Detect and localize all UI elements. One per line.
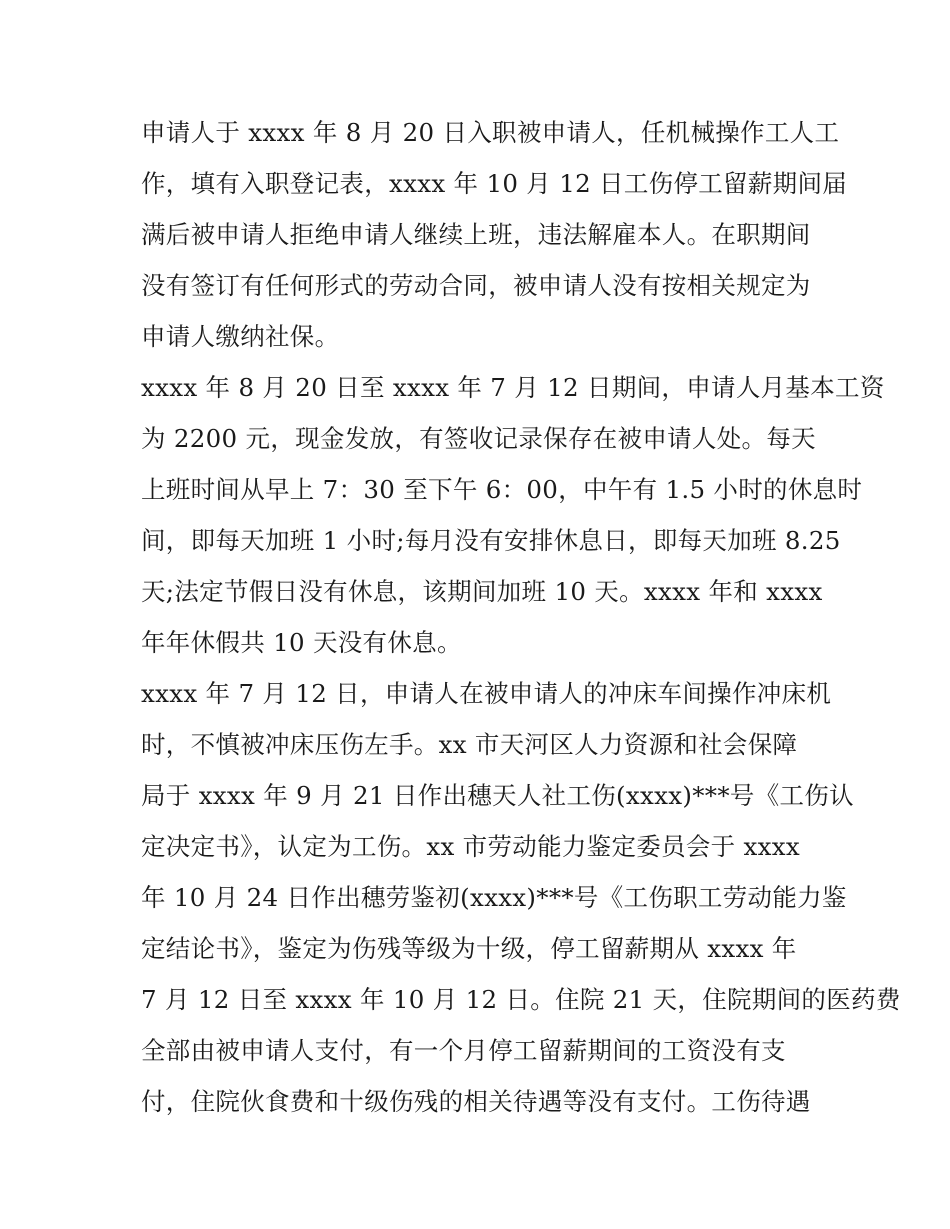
text-line: 没有签订有任何形式的劳动合同，被申请人没有按相关规定为 — [141, 271, 811, 300]
text-line: 年 10 月 24 日作出穗劳鉴初(xxxx)***号《工伤职工劳动能力鉴 — [141, 883, 847, 912]
text-line: 7 月 12 日至 xxxx 年 10 月 12 日。住院 21 天，住院期间的医药费 — [141, 985, 901, 1014]
text-line: 时，不慎被冲床压伤左手。xx 市天河区人力资源和社会保障 — [141, 730, 798, 759]
text-line: 天;法定节假日没有休息，该期间加班 10 天。xxxx 年和 xxxx — [141, 577, 823, 606]
text-line: 为 2200 元，现金发放，有签收记录保存在被申请人处。每天 — [141, 424, 816, 453]
document-body — [141, 107, 901, 1127]
text-line: 付，住院伙食费和十级伤残的相关待遇等没有支付。工伤待遇 — [141, 1087, 811, 1116]
text-line: 全部由被申请人支付，有一个月停工留薪期间的工资没有支 — [141, 1036, 786, 1065]
text-line: 定决定书》，认定为工伤。xx 市劳动能力鉴定委员会于 xxxx — [141, 832, 801, 861]
text-line: 定结论书》，鉴定为伤残等级为十级，停工留薪期从 xxxx 年 — [141, 934, 797, 963]
text-line: 作，填有入职登记表，xxxx 年 10 月 12 日工伤停工留薪期间届 — [141, 169, 848, 198]
text-line: 申请人缴纳社保。 — [141, 322, 340, 351]
text-line: 满后被申请人拒绝申请人继续上班，违法解雇本人。在职期间 — [141, 220, 811, 249]
text-line: 申请人于 xxxx 年 8 月 20 日入职被申请人，任机械操作工人工 — [141, 118, 840, 147]
text-line: 间，即每天加班 1 小时;每月没有安排休息日，即每天加班 8.25 — [141, 526, 841, 555]
text-line: 局于 xxxx 年 9 月 21 日作出穗天人社工伤(xxxx)***号《工伤认 — [141, 781, 854, 810]
text-line: 年年休假共 10 天没有休息。 — [141, 628, 462, 657]
text-line: 上班时间从早上 7：30 至下午 6：00，中午有 1.5 小时的休息时 — [141, 475, 863, 504]
text-line: xxxx 年 7 月 12 日，申请人在被申请人的冲床车间操作冲床机 — [141, 679, 832, 708]
text-line: xxxx 年 8 月 20 日至 xxxx 年 7 月 12 日期间，申请人月基本工资 — [141, 373, 885, 402]
